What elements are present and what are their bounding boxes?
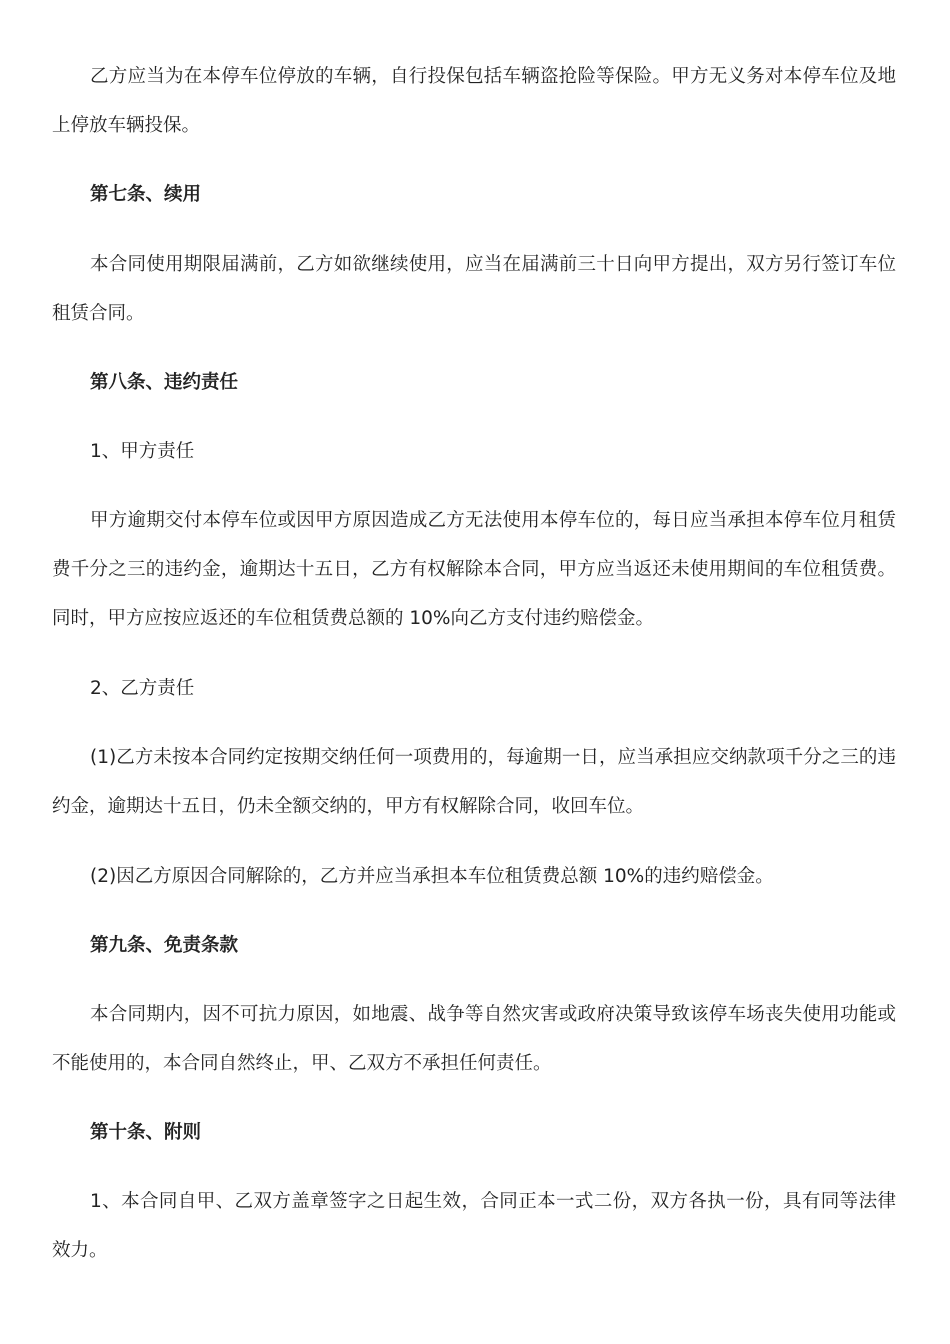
article-7-heading: 第七条、续用 xyxy=(90,184,202,205)
paragraph-article-8-party-b-1: (1)乙方未按本合同约定按期交纳任何一项费用的，每逾期一日，应当承担应交纳款项千分之三的违约金，逾期达十五日，仍未全额交纳的，甲方有权解除合同，收回车位。 xyxy=(52,747,896,817)
article-8-subheading-party-b: 2、乙方责任 xyxy=(90,678,195,699)
paragraph-article-9: 本合同期内，因不可抗力原因，如地震、战争等自然灾害或政府决策导致该停车场丧失使用功能或不能使用的，本合同自然终止，甲、乙双方不承担任何责任。 xyxy=(52,1004,896,1074)
article-8-heading: 第八条、违约责任 xyxy=(90,372,239,393)
article-9-heading: 第九条、免责条款 xyxy=(90,935,239,956)
paragraph-article-8-party-b-2: (2)因乙方原因合同解除的，乙方并应当承担本车位租赁费总额 10%的违约赔偿金。 xyxy=(90,866,774,887)
paragraph-article-10-item-1: 1、本合同自甲、乙双方盖章签字之日起生效，合同正本一式二份，双方各执一份，具有同等法律效力。 xyxy=(52,1191,896,1261)
paragraph-article-8-party-a: 甲方逾期交付本停车位或因甲方原因造成乙方无法使用本停车位的，每日应当承担本停车位月租赁费千分之三的违约金，逾期达十五日，乙方有权解除本合同，甲方应当返还未使用期间的车位租赁费。同时，甲方应按应返还的车位租赁费总额的 10%向乙方支付违约赔偿金。 xyxy=(52,510,896,629)
paragraph-article-7: 本合同使用期限届满前，乙方如欲继续使用，应当在届满前三十日向甲方提出，双方另行签订车位租赁合同。 xyxy=(52,254,896,324)
paragraph-insurance-clause: 乙方应当为在本停车位停放的车辆，自行投保包括车辆盗抢险等保险。甲方无义务对本停车位及地上停放车辆投保。 xyxy=(52,66,896,136)
article-8-subheading-party-a: 1、甲方责任 xyxy=(90,441,195,462)
article-10-heading: 第十条、附则 xyxy=(90,1122,202,1143)
